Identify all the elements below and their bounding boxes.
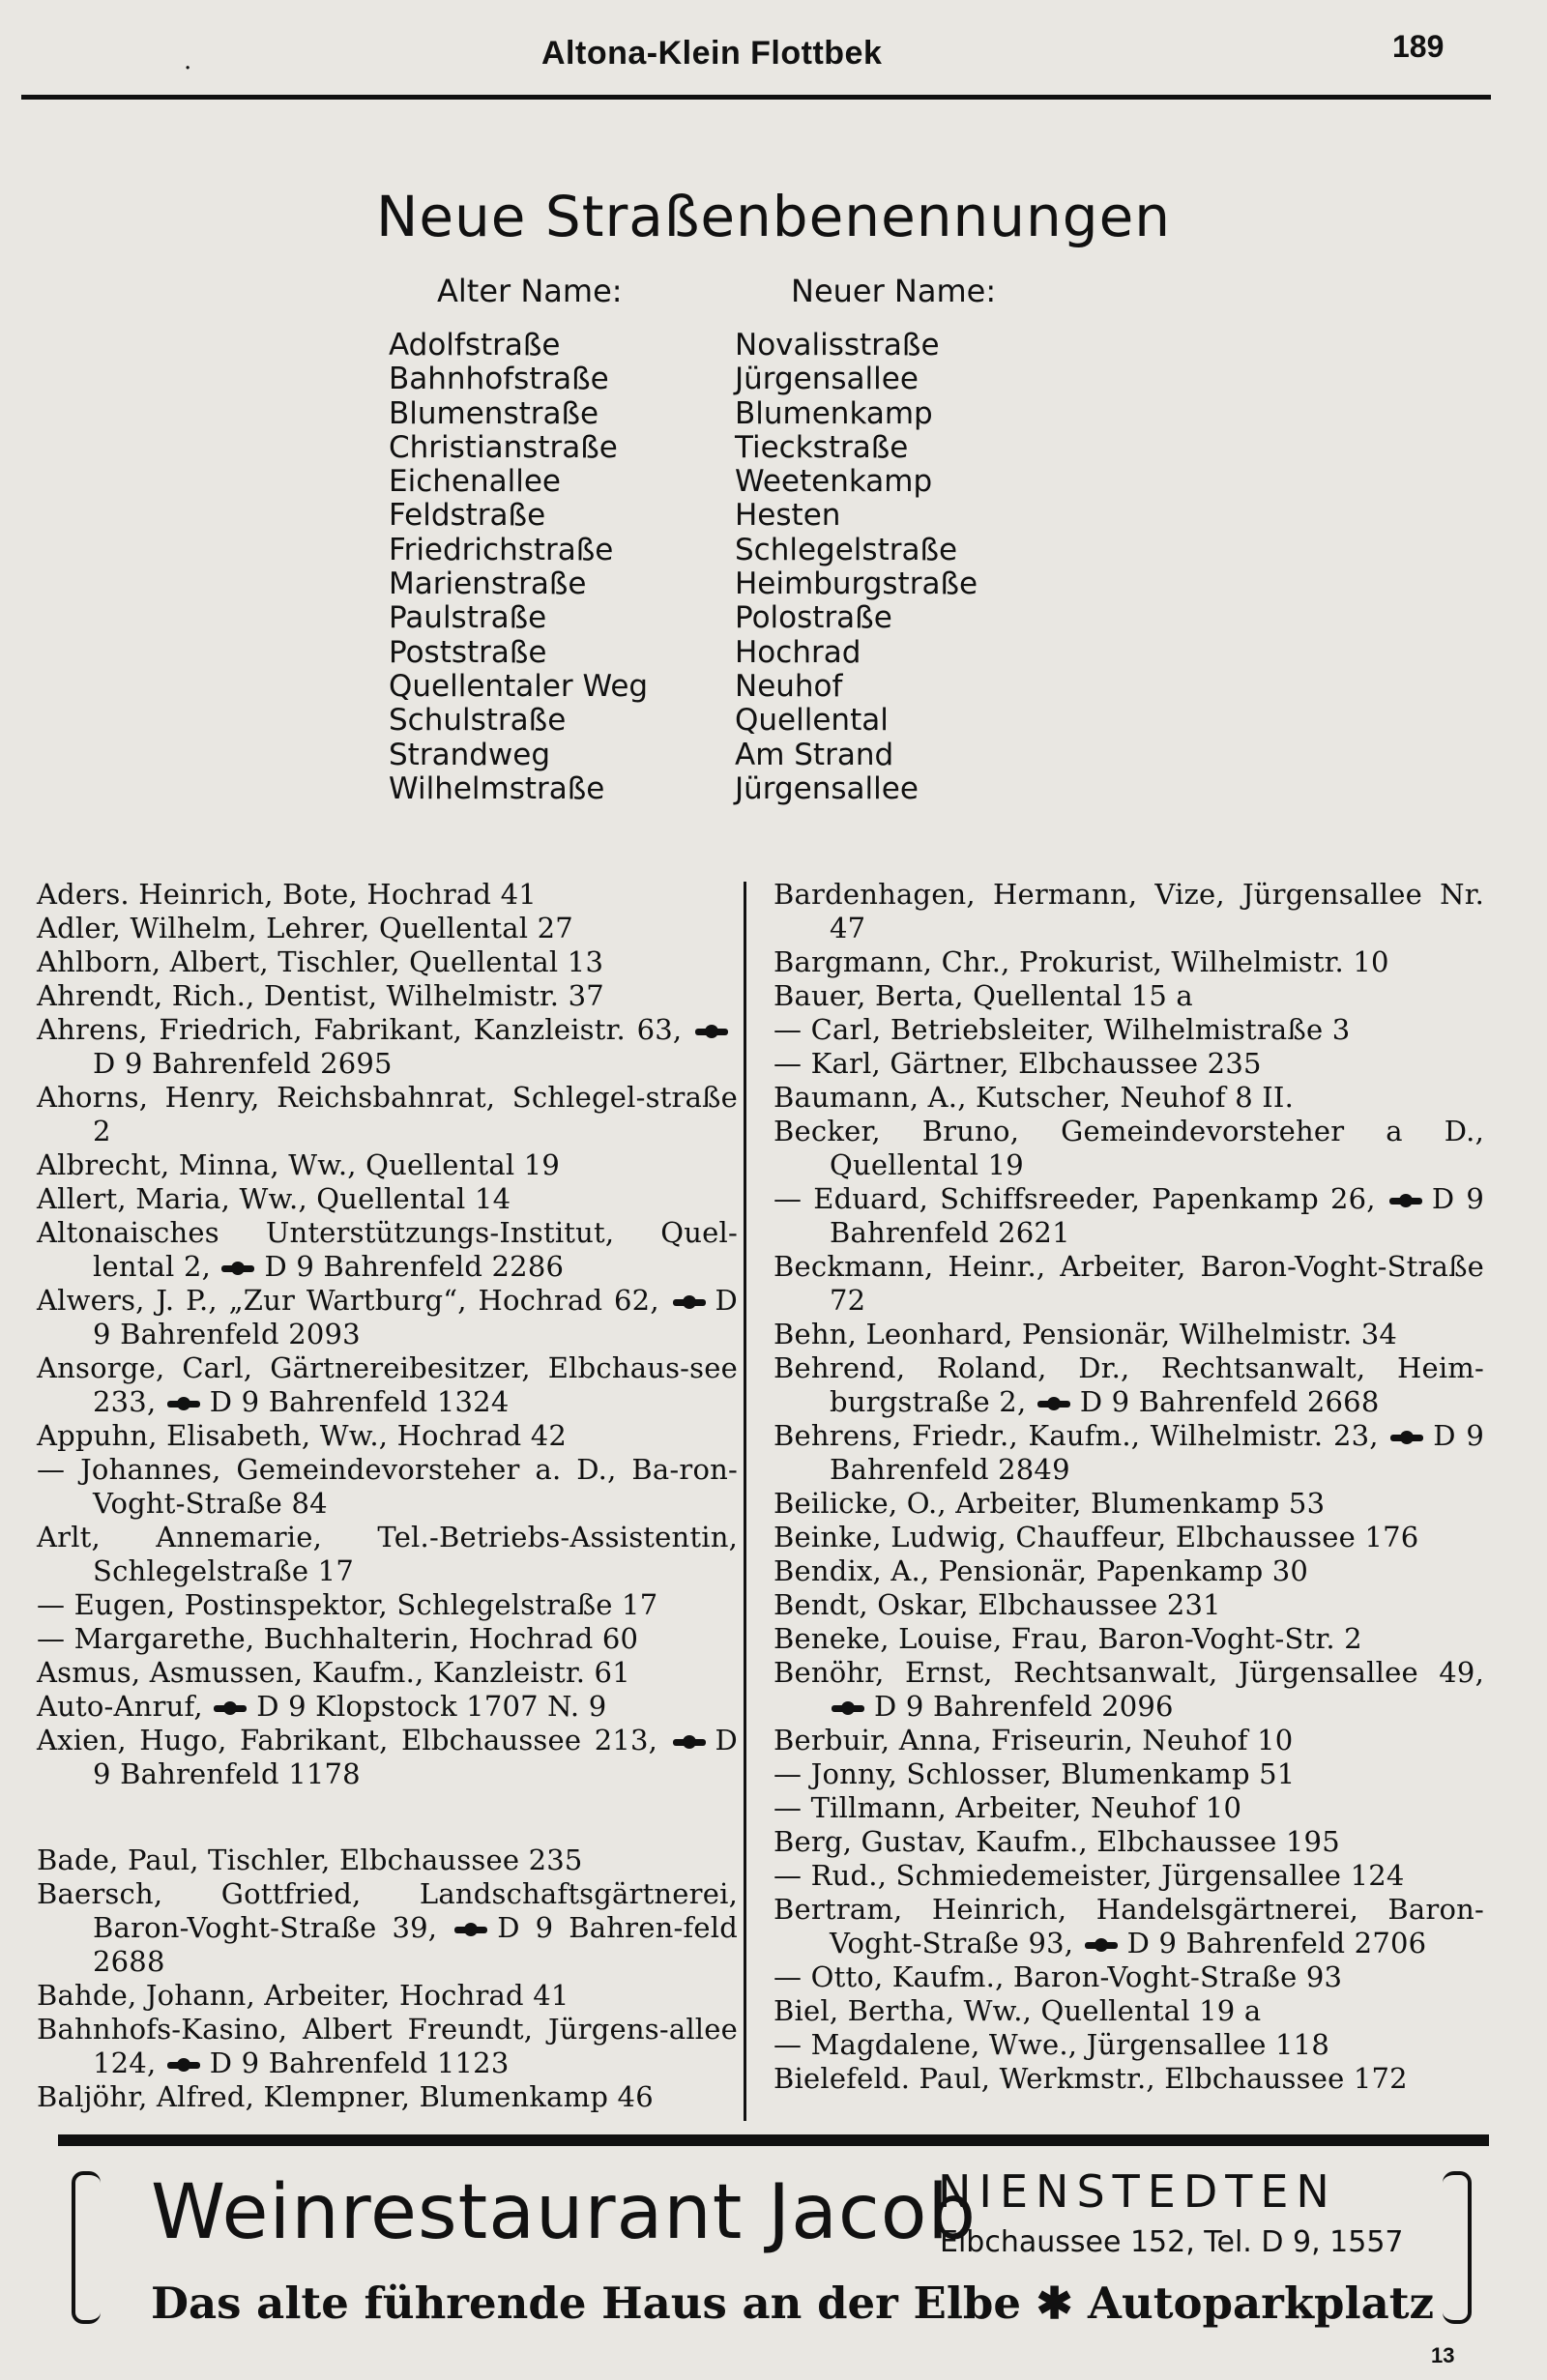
directory-entry — [774, 1047, 1484, 1081]
entry-text: Bertram, Heinrich, Handelsgärtnerei, Baron-Voght-Straße 93, — [774, 1893, 1484, 1959]
entry-text: Adler, Wilhelm, Lehrer, Quellental 27 — [37, 912, 573, 944]
directory-entry — [37, 1622, 738, 1656]
directory-entry — [774, 1419, 1484, 1487]
directory-entry — [37, 1521, 738, 1588]
directory-entry — [774, 1115, 1484, 1182]
directory-entry — [37, 979, 738, 1013]
directory-entry — [774, 1081, 1484, 1115]
entry-text: Appuhn, Elisabeth, Ww., Hochrad 42 — [37, 1419, 568, 1452]
entry-phone: D 9 Bahrenfeld 2096 — [874, 1690, 1174, 1723]
entry-phone: D 9 Klopstock 1707 N. 9 — [256, 1690, 607, 1723]
entry-text: Beneke, Louise, Frau, Baron-Voght-Str. 2 — [774, 1622, 1362, 1655]
new-street-name: Jürgensallee — [735, 362, 919, 397]
new-street-name: Weetenkamp — [735, 464, 933, 500]
entry-text: Bargmann, Chr., Prokurist, Wilhelmistr. 10 — [774, 945, 1389, 978]
entry-text: Behn, Leonhard, Pensionär, Wilhelmistr. 34 — [774, 1318, 1398, 1350]
old-street-name: Poststraße — [389, 634, 547, 670]
new-street-name: Novalisstraße — [735, 328, 940, 363]
entry-text: Benöhr, Ernst, Rechtsanwalt, Jürgensallee 49, — [774, 1656, 1484, 1689]
directory-entry — [774, 1656, 1484, 1724]
header-mark: . — [184, 46, 192, 75]
old-street-name: Adolfstraße — [389, 328, 561, 363]
new-street-name: Hesten — [735, 498, 841, 534]
entry-text: Auto-Anruf, — [37, 1690, 203, 1723]
entry-text: — Tillmann, Arbeiter, Neuhof 10 — [774, 1791, 1242, 1824]
old-street-name: Strandweg — [389, 737, 551, 772]
new-name-heading: Neuer Name: — [791, 273, 997, 309]
new-street-name: Neuhof — [735, 668, 843, 704]
entry-text: Aders. Heinrich, Bote, Hochrad 41 — [37, 878, 537, 911]
directory-entry — [774, 979, 1484, 1013]
old-street-name: Friedrichstraße — [389, 532, 614, 567]
directory-column-left — [37, 878, 738, 2114]
entry-text: Bahde, Johann, Arbeiter, Hochrad 41 — [37, 1979, 569, 2012]
ornament-bracket-right — [1443, 2171, 1472, 2324]
letter-group-gap — [37, 1791, 738, 1843]
signature-mark: 13 — [1431, 2343, 1455, 2367]
old-name-heading: Alter Name: — [437, 273, 623, 309]
entry-text: Bade, Paul, Tischler, Elbchaussee 235 — [37, 1843, 583, 1876]
entry-text: Bahnhofs-Kasino, Albert Freundt, Jürgens-allee 124, — [37, 2013, 738, 2079]
ornament-bracket-left — [72, 2171, 101, 2324]
column-divider — [744, 882, 746, 2121]
entry-text: — Karl, Gärtner, Elbchaussee 235 — [774, 1047, 1262, 1080]
telephone-icon — [693, 1022, 732, 1041]
directory-entry — [37, 1453, 738, 1521]
directory-entry — [37, 1724, 738, 1791]
new-street-name: Polostraße — [735, 600, 892, 636]
directory-entry — [37, 1081, 738, 1148]
entry-text: Ahlborn, Albert, Tischler, Quellental 13 — [37, 945, 604, 978]
new-street-name: Blumenkamp — [735, 395, 933, 431]
directory-entry — [774, 2028, 1484, 2062]
telephone-icon — [1083, 1935, 1122, 1955]
entry-text: Bendix, A., Pensionär, Papenkamp 30 — [774, 1554, 1309, 1587]
entry-text: Beckmann, Heinr., Arbeiter, Baron-Voght-Straße 72 — [774, 1250, 1484, 1317]
entry-text: Behrens, Friedr., Kaufm., Wilhelmistr. 23, — [774, 1419, 1379, 1452]
page-number: 189 — [1392, 29, 1445, 64]
running-title: Altona-Klein Flottbek — [541, 35, 883, 72]
entry-text: Behrend, Roland, Dr., Rechtsanwalt, Heim-burgstraße 2, — [774, 1351, 1484, 1418]
telephone-icon — [671, 1292, 710, 1312]
new-street-name: Schlegelstraße — [735, 532, 958, 567]
entry-phone: D 9 Bahrenfeld 2668 — [1079, 1385, 1380, 1418]
directory-entry — [774, 1960, 1484, 1994]
entry-text: — Magdalene, Wwe., Jürgensallee 118 — [774, 2028, 1329, 2061]
directory-entry — [37, 1588, 738, 1622]
directory-entry — [37, 1284, 738, 1351]
directory-entry — [774, 1487, 1484, 1521]
directory-entry — [774, 945, 1484, 979]
telephone-icon — [1387, 1191, 1426, 1210]
advertisement — [58, 2158, 1489, 2351]
entry-text: Ahorns, Henry, Reichsbahnrat, Schlegel-straße 2 — [37, 1081, 738, 1147]
directory-entry — [37, 1351, 738, 1419]
advertisement-address: Elbchaussee 152, Tel. D 9, 1557 — [940, 2225, 1404, 2259]
new-street-name: Jürgensallee — [735, 770, 919, 806]
directory-entry — [37, 1419, 738, 1453]
entry-text: Ansorge, Carl, Gärtnereibesitzer, Elbchaus-see 233, — [37, 1351, 738, 1418]
entry-phone: D 9 Bahrenfeld 2706 — [1126, 1927, 1427, 1959]
entry-phone: D 9 Bahrenfeld 2695 — [93, 1047, 393, 1080]
entry-text: Bendt, Oskar, Elbchaussee 231 — [774, 1588, 1221, 1621]
directory-entry — [774, 1182, 1484, 1250]
entry-text: Beinke, Ludwig, Chauffeur, Elbchaussee 176 — [774, 1521, 1419, 1553]
entry-text: Bielefeld. Paul, Werkmstr., Elbchaussee 172 — [774, 2062, 1408, 2095]
directory-entry — [774, 1859, 1484, 1893]
new-street-name: Am Strand — [735, 737, 894, 772]
new-street-name: Hochrad — [735, 634, 861, 670]
entry-phone: D 9 Bahrenfeld 2621 — [830, 1182, 1485, 1249]
advertisement-name: Weinrestaurant Jacob — [151, 2169, 978, 2256]
directory-entry — [37, 1877, 738, 1979]
directory-column-right — [774, 878, 1484, 2096]
entry-phone: D 9 Bahrenfeld 2093 — [93, 1284, 738, 1350]
directory-entry — [774, 2062, 1484, 2096]
directory-entry — [774, 1622, 1484, 1656]
telephone-icon — [1388, 1428, 1427, 1447]
entry-text: — Rud., Schmiedemeister, Jürgensallee 124 — [774, 1859, 1405, 1892]
entry-text: Allert, Maria, Ww., Quellental 14 — [37, 1182, 511, 1215]
directory-entry — [37, 1148, 738, 1182]
entry-text: Bauer, Berta, Quellental 15 a — [774, 979, 1193, 1012]
entry-text: Baumann, A., Kutscher, Neuhof 8 II. — [774, 1081, 1294, 1114]
entry-phone: D 9 Bahrenfeld 1324 — [209, 1385, 510, 1418]
directory-entry — [37, 945, 738, 979]
entry-text: — Margarethe, Buchhalterin, Hochrad 60 — [37, 1622, 639, 1655]
entry-text: Berbuir, Anna, Friseurin, Neuhof 10 — [774, 1724, 1294, 1756]
entry-text: Albrecht, Minna, Ww., Quellental 19 — [37, 1148, 561, 1181]
advertisement-rule — [58, 2134, 1489, 2146]
directory-entry — [774, 1250, 1484, 1318]
old-street-name: Feldstraße — [389, 498, 546, 534]
entry-text: — Eduard, Schiffsreeder, Papenkamp 26, — [774, 1182, 1376, 1215]
directory-entry — [37, 1690, 738, 1724]
running-header — [0, 29, 1547, 77]
old-street-name: Blumenstraße — [389, 395, 599, 431]
entry-text: Biel, Bertha, Ww., Quellental 19 a — [774, 1994, 1262, 2027]
entry-text: — Johannes, Gemeindevorsteher a. D., Ba-ron-Voght-Straße 84 — [37, 1453, 738, 1520]
entry-text: Asmus, Asmussen, Kaufm., Kanzleistr. 61 — [37, 1656, 630, 1689]
entry-text: — Carl, Betriebsleiter, Wilhelmistraße 3 — [774, 1013, 1351, 1046]
directory-entry — [774, 1521, 1484, 1554]
new-street-name: Heimburgstraße — [735, 566, 978, 602]
entry-text: Baersch, Gottfried, Landschaftsgärtnerei, Baron-Voght-Straße 39, — [37, 1877, 738, 1944]
entry-text: Alwers, J. P., „Zur Wartburg“, Hochrad 62, — [37, 1284, 659, 1317]
old-street-name: Marienstraße — [389, 566, 587, 602]
directory-entry — [774, 1013, 1484, 1047]
directory-entry — [774, 1791, 1484, 1825]
directory-entry — [37, 1216, 738, 1284]
entry-text: Arlt, Annemarie, Tel.-Betriebs-Assistentin, Schlegelstraße 17 — [37, 1521, 738, 1587]
telephone-icon — [830, 1698, 868, 1718]
directory-entry — [37, 2013, 738, 2080]
entry-text: Beilicke, O., Arbeiter, Blumenkamp 53 — [774, 1487, 1326, 1520]
directory-entry — [774, 1554, 1484, 1588]
telephone-icon — [165, 1394, 204, 1413]
new-street-name: Quellental — [735, 703, 889, 739]
advertisement-slogan: Das alte führende Haus an der Elbe ✱ Autoparkplatz — [151, 2278, 1435, 2329]
entry-text: Ahrendt, Rich., Dentist, Wilhelmistr. 37 — [37, 979, 604, 1012]
entry-text: Axien, Hugo, Fabrikant, Elbchaussee 213, — [37, 1724, 658, 1756]
telephone-icon — [452, 1920, 491, 1939]
old-street-name: Paulstraße — [389, 600, 547, 636]
directory-entry — [37, 1979, 738, 2013]
directory-entry — [37, 1843, 738, 1877]
new-name-list — [735, 329, 978, 806]
advertisement-place: NIENSTEDTEN — [938, 2165, 1337, 2218]
entry-phone: D 9 Bahrenfeld 2849 — [830, 1419, 1484, 1486]
directory-entry — [774, 1318, 1484, 1351]
entry-text: Altonaisches Unterstützungs-Institut, Quel-lental 2, — [37, 1216, 738, 1283]
entry-phone: D 9 Bahrenfeld 1123 — [209, 2046, 510, 2079]
directory-entry — [37, 2080, 738, 2114]
directory-entry — [774, 1757, 1484, 1791]
entry-text: — Jonny, Schlosser, Blumenkamp 51 — [774, 1757, 1296, 1790]
entry-phone: D 9 Bahren-feld 2688 — [93, 1911, 738, 1978]
old-street-name: Wilhelmstraße — [389, 770, 605, 806]
entry-text: Baljöhr, Alfred, Klempner, Blumenkamp 46 — [37, 2080, 654, 2113]
directory-entry — [774, 878, 1484, 945]
telephone-icon — [212, 1698, 250, 1718]
old-street-name: Quellentaler Weg — [389, 668, 649, 704]
telephone-icon — [165, 2055, 204, 2075]
entry-text: Becker, Bruno, Gemeindevorsteher a D., Quellental 19 — [774, 1115, 1484, 1181]
old-name-list — [389, 329, 648, 806]
directory-entry — [774, 1994, 1484, 2028]
old-street-name: Christianstraße — [389, 429, 618, 465]
directory-entry — [774, 1724, 1484, 1757]
directory-entry — [37, 1182, 738, 1216]
section-title: Neue Straßenbenennungen — [375, 184, 1172, 249]
telephone-icon — [1036, 1394, 1074, 1413]
directory-entry — [37, 912, 738, 945]
directory-entry — [774, 1825, 1484, 1859]
entry-text: Ahrens, Friedrich, Fabrikant, Kanzleistr. 63, — [37, 1013, 683, 1046]
directory-entry — [37, 1656, 738, 1690]
old-street-name: Bahnhofstraße — [389, 362, 609, 397]
entry-text: Bardenhagen, Hermann, Vize, Jürgensallee Nr. 47 — [774, 878, 1484, 944]
new-street-name: Tieckstraße — [735, 429, 909, 465]
telephone-icon — [219, 1259, 258, 1278]
directory-entry — [37, 878, 738, 912]
entry-text: — Otto, Kaufm., Baron-Voght-Straße 93 — [774, 1960, 1343, 1993]
entry-phone: D 9 Bahrenfeld 1178 — [93, 1724, 738, 1790]
header-rule — [21, 95, 1491, 100]
directory-entry — [37, 1013, 738, 1081]
telephone-icon — [671, 1732, 710, 1752]
entry-text: — Eugen, Postinspektor, Schlegelstraße 17 — [37, 1588, 658, 1621]
old-street-name: Eichenallee — [389, 464, 561, 500]
entry-text: Berg, Gustav, Kaufm., Elbchaussee 195 — [774, 1825, 1340, 1858]
directory-entry — [774, 1893, 1484, 1960]
directory-entry — [774, 1351, 1484, 1419]
old-street-name: Schulstraße — [389, 703, 567, 739]
directory-entry — [774, 1588, 1484, 1622]
entry-phone: D 9 Bahrenfeld 2286 — [264, 1250, 565, 1283]
